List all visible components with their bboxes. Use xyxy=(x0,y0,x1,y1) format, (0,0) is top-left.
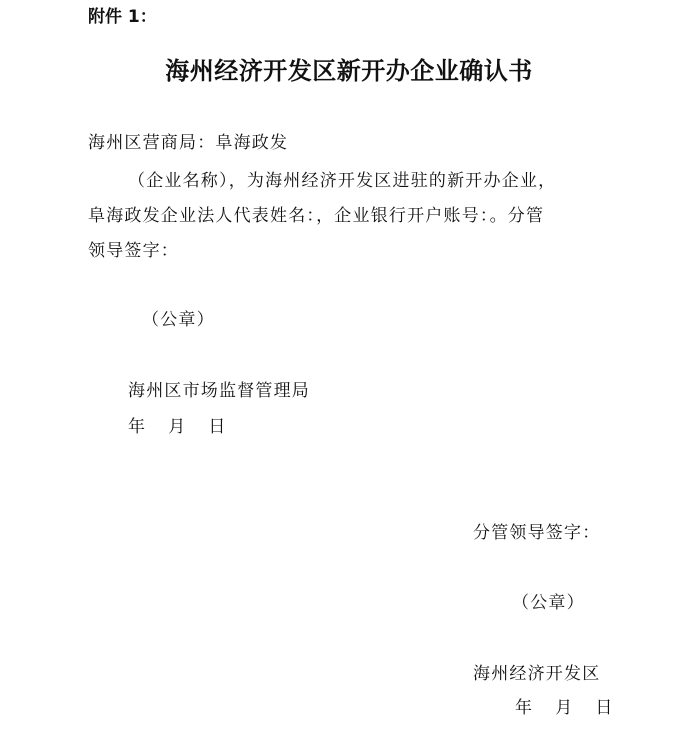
paragraph-line-1: （企业名称），为海州经济开发区进驻的新开办企业， xyxy=(128,171,557,191)
left-date-month: 月 xyxy=(168,417,187,437)
paragraph-line-3: 领导签字： xyxy=(88,241,179,261)
left-date-day: 日 xyxy=(208,417,227,437)
document-title: 海州经济开发区新开办企业确认书 xyxy=(165,56,533,85)
left-seal-label: （公章） xyxy=(142,310,215,330)
paragraph-line-2: 阜海政发企业法人代表姓名：，企业银行开户账号：。分管 xyxy=(88,206,545,226)
right-date-year: 年 xyxy=(515,698,534,718)
right-authority-name: 海州经济开发区 xyxy=(473,664,601,684)
right-date-day: 日 xyxy=(595,698,614,718)
right-leader-signature-label: 分管领导签字： xyxy=(473,523,601,543)
right-date-line xyxy=(515,693,614,718)
left-authority-name: 海州区市场监督管理局 xyxy=(128,381,310,401)
recipient-line: 海州区营商局：阜海政发 xyxy=(88,133,289,153)
right-date-month: 月 xyxy=(555,698,574,718)
left-date-line xyxy=(128,412,227,437)
right-seal-label: （公章） xyxy=(512,593,585,613)
left-date-year: 年 xyxy=(128,417,147,437)
attachment-label: 附件 1： xyxy=(88,7,157,27)
